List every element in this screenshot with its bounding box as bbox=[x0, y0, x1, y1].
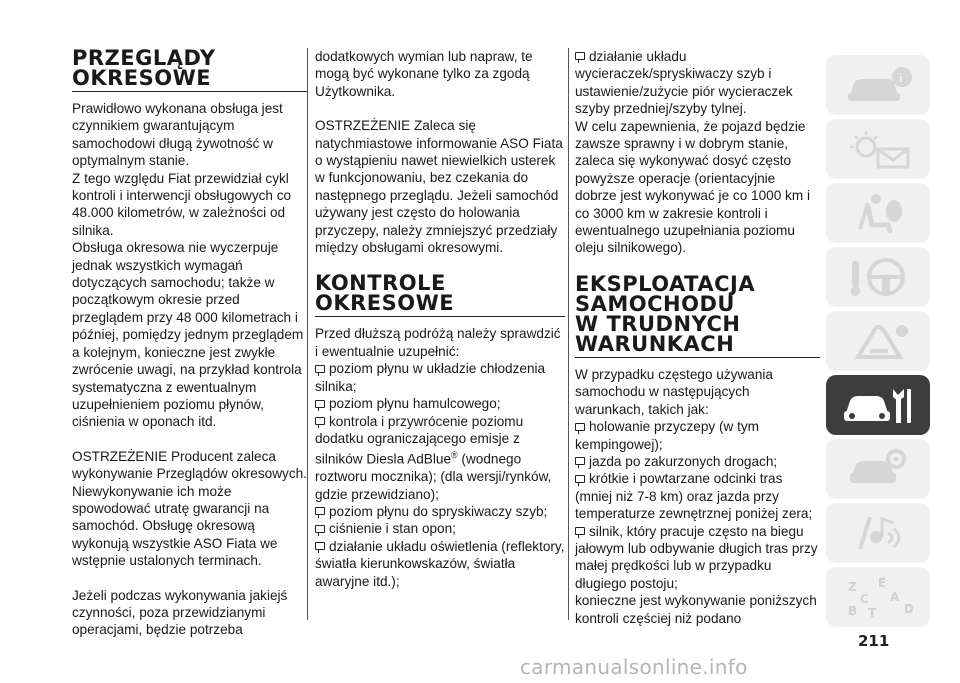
tab-index[interactable] bbox=[826, 567, 930, 627]
heading-line: WARUNKACH bbox=[575, 331, 735, 356]
bullet-icon bbox=[315, 365, 325, 373]
bullet-icon bbox=[575, 457, 585, 465]
list-item-text: silnik, który pracuje często na biegu jałowym lub odbywanie długich tras przy małej prędkości lub w przypadku długiego postoju; bbox=[575, 523, 818, 591]
index-letter: B bbox=[848, 604, 858, 618]
paragraph: W przypadku częstego używania samochodu w następujących warunkach, takich jak: bbox=[575, 366, 773, 417]
heading-rule bbox=[575, 357, 820, 358]
warning-lights-message-icon bbox=[838, 125, 918, 173]
car-info-icon bbox=[838, 61, 918, 109]
warning-triangle-icon bbox=[838, 317, 918, 365]
list-item bbox=[315, 360, 565, 395]
column-divider bbox=[307, 48, 308, 620]
tab-emergency[interactable] bbox=[826, 311, 930, 371]
index-letter: T bbox=[868, 606, 877, 620]
tab-safety[interactable] bbox=[826, 183, 930, 243]
bullet-icon bbox=[575, 52, 585, 60]
car-maintenance-icon bbox=[838, 381, 918, 429]
heading-line: OKRESOWE bbox=[315, 291, 455, 316]
bullet-icon bbox=[315, 417, 325, 425]
tab-multimedia[interactable] bbox=[826, 503, 930, 563]
bullet-icon bbox=[575, 475, 585, 483]
warning-paragraph: OSTRZEŻENIE Zaleca się natychmiastowe informowanie ASO Fiata o wystąpieniu nawet niewielkich usterek w funkcjonowaniu, bez czekania do następnego przeglądu. Jeżeli samochód używany jest często do holowania przyczepy, należy zmniejszyć przedziały między obsługami okresowymi. bbox=[315, 118, 563, 256]
multimedia-icon bbox=[838, 509, 918, 557]
bullet-icon bbox=[315, 507, 325, 515]
seat-airbag-icon bbox=[838, 189, 918, 237]
bullet-icon bbox=[315, 400, 325, 408]
warning-paragraph: OSTRZEŻENIE Producent zaleca wykonywanie Przeglądów okresowych. Niewykonywanie ich może spowodować utratę gwarancji na samochód. Obsługę okresową wykonują wszystkie ASO Fiata we wstępnie ustalonych terminach. bbox=[72, 448, 307, 569]
paragraph: Z tego względu Fiat przewidział cykl kontroli i interwencji obsługowych co 48.000 kilometrów, w zależności od silnika. bbox=[72, 170, 292, 238]
list-item-text: działanie układu oświetlenia (reflektory, światła kierunkowskazów, światła awaryjne itd.); bbox=[315, 538, 565, 589]
paragraph: Jeżeli podczas wykonywania jakiejś czynności, poza przewidzianymi operacjami, będzie potrzeba bbox=[72, 587, 288, 638]
list-item-text: poziom płynu hamulcowego; bbox=[329, 396, 501, 412]
svg-text:i: i bbox=[899, 70, 903, 85]
heading-rule bbox=[72, 91, 307, 92]
list-item bbox=[315, 395, 565, 412]
alphabetical-index-icon bbox=[838, 573, 918, 621]
list-item bbox=[315, 538, 565, 590]
list-item bbox=[315, 503, 565, 520]
bullet-icon bbox=[575, 527, 585, 535]
heading-line: PRZEGLĄDY bbox=[72, 46, 216, 70]
list-item bbox=[575, 470, 820, 522]
list-item-text: kontrola i przywrócenie poziomu dodatku ograniczającego emisje z silników Diesla AdBlue bbox=[315, 413, 524, 467]
paragraph: dodatkowych wymian lub napraw, te mogą być wykonane tylko za zgodą Użytkownika. bbox=[315, 49, 533, 99]
paragraph: Przed dłuższą podróżą należy sprawdzić i ewentualnie uzupełnić: bbox=[315, 326, 561, 359]
paragraph: konieczne jest wykonywanie poniższych kontroli częściej niż podano bbox=[575, 593, 817, 626]
list-item-text: krótkie i powtarzane odcinki tras (mniej niż 7-8 km) oraz jazda przy temperaturze zewnętrznej poniżej zera; bbox=[575, 471, 813, 522]
list-item-text: jazda po zakurzonych drogach; bbox=[589, 453, 778, 469]
list-item-text: działanie układu wycieraczek/spryskiwaczy szyb i ustawienie/zużycie piór wycieraczek szyby przedniej/szyby tylnej. bbox=[575, 49, 793, 117]
list-item bbox=[315, 413, 565, 504]
section-heading-kontrole bbox=[315, 271, 565, 316]
column-divider bbox=[568, 48, 569, 620]
tab-starting-driving[interactable] bbox=[826, 247, 930, 307]
watermark: carmanualsonline.info bbox=[520, 655, 748, 679]
list-item bbox=[575, 48, 820, 118]
index-letter: A bbox=[890, 590, 900, 604]
section-heading-przeglady bbox=[72, 48, 307, 88]
page-number: 211 bbox=[858, 632, 890, 650]
column-1 bbox=[72, 48, 307, 639]
tab-car-info[interactable] bbox=[826, 55, 930, 115]
list-item-text: ciśnienie i stan opon; bbox=[329, 521, 456, 537]
column-2 bbox=[315, 48, 565, 590]
heading-line: SAMOCHODU bbox=[575, 291, 735, 316]
list-item-text: (wodnego roztworu mocznika); (dla wersji/rynków, gdzie przewidziano); bbox=[315, 451, 552, 502]
tab-warning-lights[interactable] bbox=[826, 119, 930, 179]
list-item-text: holowanie przyczepy (w tym kempingowej); bbox=[575, 419, 759, 452]
registered-mark: ® bbox=[451, 450, 458, 461]
list-item-text: poziom płynu w układzie chłodzenia silnika; bbox=[315, 361, 546, 394]
chapter-sidebar bbox=[826, 55, 930, 631]
tab-technical-data[interactable] bbox=[826, 439, 930, 499]
technical-data-icon bbox=[838, 445, 918, 493]
tab-maintenance[interactable] bbox=[826, 375, 930, 435]
section-heading-eksploatacja bbox=[575, 271, 820, 356]
list-item bbox=[575, 523, 820, 593]
list-item bbox=[575, 418, 820, 453]
list-item bbox=[575, 453, 820, 470]
heading-rule bbox=[315, 316, 565, 317]
heading-line: W TRUDNYCH bbox=[575, 311, 741, 336]
index-letter: C bbox=[860, 592, 869, 606]
heading-line: EKSPLOATACJA bbox=[575, 271, 756, 296]
bullet-icon bbox=[315, 525, 325, 533]
index-letter: E bbox=[878, 576, 887, 590]
heading-line: KONTROLE bbox=[315, 271, 446, 296]
list-item bbox=[315, 520, 565, 537]
steering-key-icon bbox=[838, 253, 918, 301]
heading-line: OKRESOWE bbox=[72, 66, 212, 90]
bullet-icon bbox=[315, 542, 325, 550]
index-letter: Z bbox=[848, 580, 857, 594]
paragraph: W celu zapewnienia, że pojazd będzie zawsze sprawny i w dobrym stanie, zaleca się wykonywać dosyć często powyższe operacje (orientacyjnie dobrze jest wykonywać je co 1000 km i co 3000 km w zakresie kontroli i ewentualnego uzupełniania poziomu oleju silnikowego). bbox=[575, 118, 810, 256]
column-3 bbox=[575, 48, 820, 627]
list-item-text: poziom płynu do spryskiwaczy szyb; bbox=[329, 504, 548, 520]
index-letter: D bbox=[904, 602, 914, 616]
bullet-icon bbox=[575, 423, 585, 431]
paragraph: Obsługa okresowa nie wyczerpuje jednak wszystkich wymagań dotyczących samochodu; także w początkowym okresie przed przeglądem przy 48 000 kilometrach i później, pomiędzy jednym przeglądem a kolejnym, konieczne jest zwykłe zwrócenie uwagi, na przykład kontrola systematyczna z ewentualnym uzupełnieniem poziomu płynów, ciśnienia w oponach itd. bbox=[72, 240, 304, 430]
paragraph: Prawidłowo wykonana obsługa jest czynnikiem gwarantującym samochodowi długą żywotność w optymalnym stanie. bbox=[72, 101, 283, 169]
